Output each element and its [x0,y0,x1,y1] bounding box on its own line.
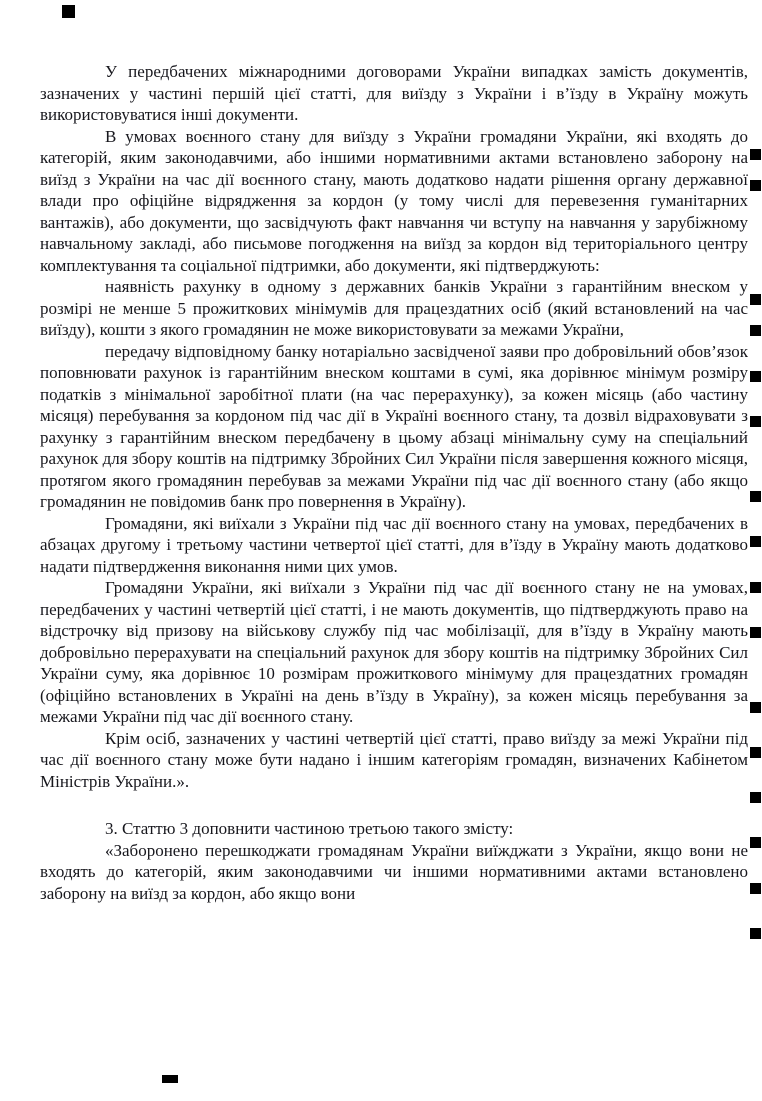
scan-artifact-mark [750,371,761,382]
scan-artifact-mark [750,149,761,160]
scan-artifact-mark [750,928,761,939]
document-paragraph: Крім осіб, зазначених у частині четвертій цієї статті, право виїзду за межі України під час дії воєнного стану може бути надано і іншим категоріям громадян, визначених Кабінетом Міністрів України.». [40,728,748,791]
scan-artifact-mark [750,294,761,305]
document-paragraph: Громадяни, які виїхали з України під час дії воєнного стану на умовах, передбачених в абзацах другому і третьому частини четвертої цієї статті, для в’їзду в Україну мають додатково надати підтвердження виконання ними цих умов. [40,513,748,576]
document-paragraph: передачу відповідному банку нотаріально засвідченої заяви про добровільний обов’язок поповнювати рахунок із гарантійним внеском коштами в сумі, яка дорівнює мінімум розміру податків з мінімальної заробітної плати (на час перерахунку), за кожен місяць (або частину місяця) перебування за кордоном під час дії в Україні воєнного стану, та дозвіл відраховувати з рахунку з гарантійним внеском передбачену в цьому абзаці мінімальну суму на спеціальний рахунок для збору коштів на підтримку Збройних Сил України після завершення кожного місяця, протягом якого громадянин перебував за межами України під час дії воєнного стану (або якщо громадянин не повідомив банк про повернення в Україну). [40,341,748,511]
document-paragraph: Громадяни України, які виїхали з України під час дії воєнного стану не на умовах, передбачених у частині четвертій цієї статті, і не мають документів, що підтверджують право на відстрочку від призову на військову службу під час мобілізації, для в’їзду в Україну мають добровільно перерахувати на спеціальний рахунок для збору коштів на підтримку Збройних Сил України суму, яка дорівнює 10 розмірам прожиткового мінімуму для працездатних громадян (офіційно встановлених в Україні на день в’їзду в Україну), за кожен місяць перебування за межами України під час дії воєнного стану. [40,578,748,726]
scan-artifact-mark [750,837,761,848]
scan-artifact-mark [750,627,761,638]
scan-artifact-mark [750,325,761,336]
document-paragraph: У передбачених міжнародними договорами України випадках замість документів, зазначених у частині першій цієї статті, для виїзду з України і в’їзду в Україну можуть використовуватися інші документи. [40,62,748,124]
scan-artifact-mark [162,1075,178,1083]
document-paragraph: В умовах воєнного стану для виїзду з України громадяни України, які входять до категорій, яким законодавчими, або іншими нормативними актами встановлено заборону на виїзд з України на час дії воєнного стану, мають додатково надати рішення органу державної влади про офіційне відрядження за кордон (у тому числі для перевезення гуманітарних вантажів), або документи, що засвідчують факт навчання чи вступу на навчання у зарубіжному навчальному закладі, або письмове погодження на виїзд за кордон від територіального центру комплектування та соціальної підтримки, або документи, які підтверджують: [40,126,748,275]
scan-artifact-mark [750,536,761,547]
scan-artifact-mark [750,180,761,191]
quoted-provision-paragraph: «Заборонено перешкоджати громадянам України виїжджати з України, якщо вони не входять до категорій, яким законодавчими чи іншими нормативними актами встановлено заборону на виїзд за кордон, або якщо вони [40,840,748,903]
scan-artifact-mark [750,792,761,803]
scan-artifact-mark [750,491,761,502]
scan-artifact-mark [62,5,75,18]
scan-artifact-mark [750,702,761,713]
scan-artifact-mark [750,582,761,593]
scan-artifact-mark [750,747,761,758]
document-paragraph: наявність рахунку в одному з державних банків України з гарантійним внеском у розмірі не менше 5 прожиткових мінімумів для працездатних осіб (який встановлений на час виїзду), кошти з якого громадянин не може використовувати за межами України, [40,277,748,339]
amendment-item-3: 3. Статтю 3 доповнити частиною третьою такого змісту: [105,819,514,838]
document-text-block [40,61,748,904]
scan-artifact-mark [750,416,761,427]
scan-artifact-mark [750,883,761,894]
